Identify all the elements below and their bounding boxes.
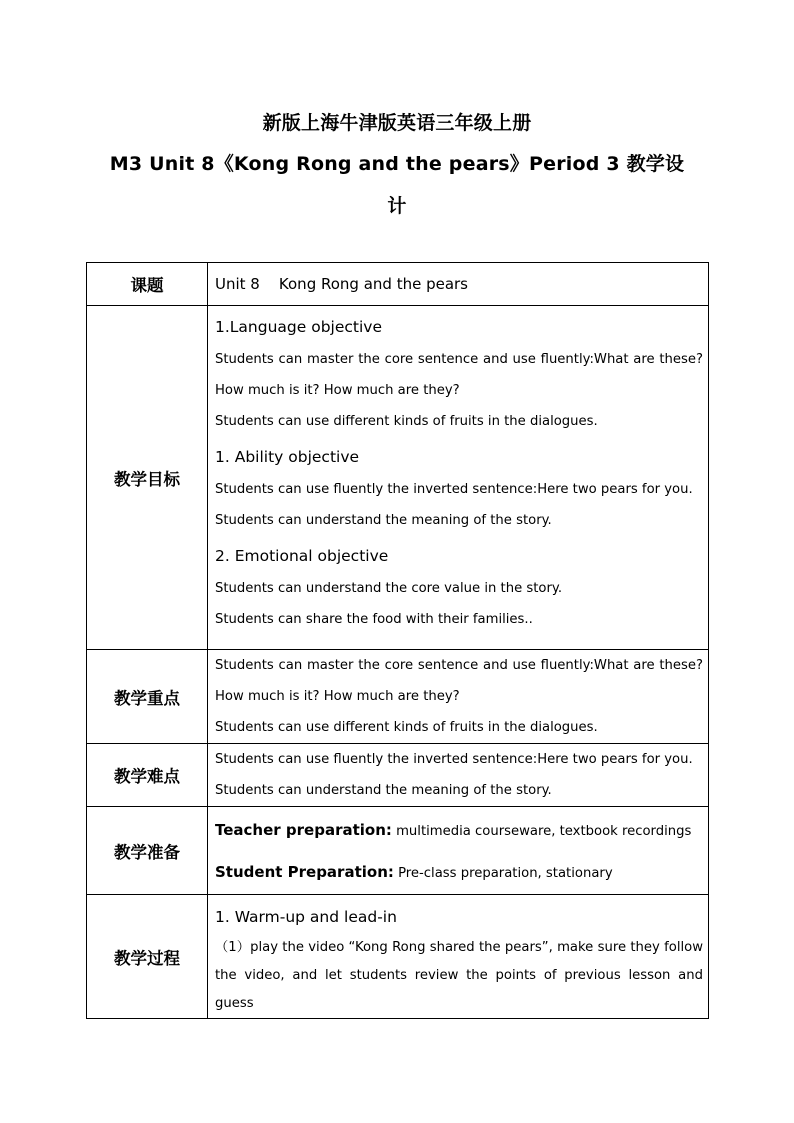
difficulty-line: Students can understand the meaning of the story. [215, 783, 552, 798]
lesson-plan-table [86, 262, 709, 1019]
key-points-cell [208, 650, 709, 744]
key-point-line: Students can use different kinds of fruits in the dialogues. [215, 720, 598, 735]
student-preparation [215, 852, 703, 894]
difficulties-label: 教学难点 [87, 744, 208, 807]
process-row [87, 895, 709, 1019]
language-objective-line: Students can use different kinds of fruits in the dialogues. [215, 414, 598, 429]
topic-cell [208, 263, 709, 306]
student-preparation-value: Pre-class preparation, stationary [393, 866, 613, 881]
objectives-label: 教学目标 [87, 306, 208, 650]
document-title-line-3: 计 [387, 195, 407, 217]
preparation-label: 教学准备 [87, 807, 208, 895]
process-label: 教学过程 [87, 895, 208, 1019]
topic-row [87, 263, 709, 306]
process-line: （1）play the video “Kong Rong shared the pears”, make sure they follow [215, 940, 703, 955]
objectives-cell [208, 306, 709, 650]
process-cell [208, 895, 709, 1019]
ability-objective-heading: 1. Ability objective [215, 448, 360, 466]
preparation-cell [208, 807, 709, 895]
teacher-preparation-label: Teacher preparation: [215, 821, 392, 839]
topic-label: 课题 [87, 263, 208, 306]
difficulties-cell [208, 744, 709, 807]
language-objective-heading: 1.Language objective [215, 318, 382, 336]
document-title-line-2: M3 Unit 8《Kong Rong and the pears》Period 3 教学设 [109, 153, 685, 175]
language-objective-line: Students can master the core sentence and use fluently:What are these? [215, 352, 703, 367]
teacher-preparation [215, 810, 703, 852]
document-title-line-1: 新版上海牛津版英语三年级上册 [262, 112, 532, 134]
process-line: the video, and let students review the points of previous lesson and guess [215, 968, 703, 1011]
key-points-row [87, 650, 709, 744]
ability-objective-line: Students can use fluently the inverted sentence:Here two pears for you. [215, 482, 693, 497]
emotional-objective-line: Students can share the food with their families.. [215, 612, 533, 627]
difficulties-row [87, 744, 709, 807]
key-point-line: How much is it? How much are they? [215, 689, 460, 704]
student-preparation-label: Student Preparation: [215, 863, 394, 881]
difficulty-line: Students can use fluently the inverted sentence:Here two pears for you. [215, 752, 693, 767]
topic-value: Unit 8 Kong Rong and the pears [215, 275, 469, 293]
ability-objective-line: Students can understand the meaning of the story. [215, 513, 552, 528]
process-heading: 1. Warm-up and lead-in [215, 908, 397, 926]
preparation-row [87, 807, 709, 895]
emotional-objective-line: Students can understand the core value in the story. [215, 581, 563, 596]
key-point-line: Students can master the core sentence and use fluently:What are these? [215, 658, 703, 673]
key-points-label: 教学重点 [87, 650, 208, 744]
emotional-objective-heading: 2. Emotional objective [215, 547, 389, 565]
language-objective-line: How much is it? How much are they? [215, 383, 460, 398]
objectives-row [87, 306, 709, 650]
teacher-preparation-value: multimedia courseware, textbook recordings [391, 824, 692, 839]
